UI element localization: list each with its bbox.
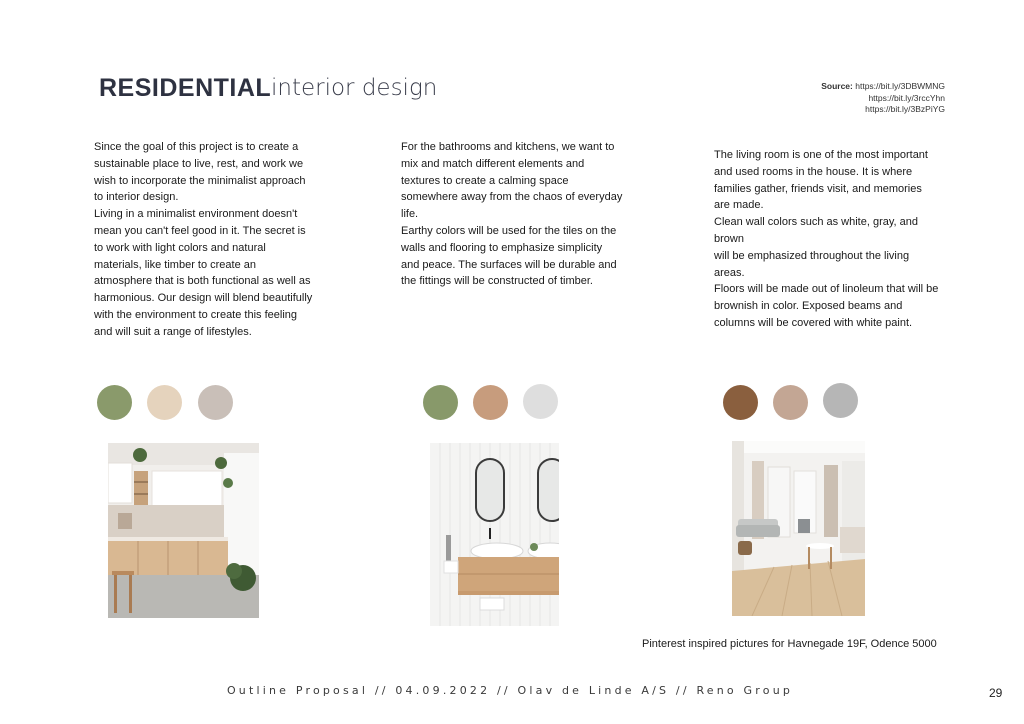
color-swatch-taupe (773, 385, 808, 420)
color-swatch-walnut (723, 385, 758, 420)
color-swatch-light-gray (523, 384, 558, 419)
footer-text: Outline Proposal // 04.09.2022 // Olav de Linde A/S // Reno Group (226, 684, 794, 697)
source-link-3[interactable]: https://bit.ly/3BzPiYG (865, 104, 945, 114)
color-swatch-gray (823, 383, 858, 418)
photo-caption: Pinterest inspired pictures for Havnegade 19F, Odence 5000 (642, 638, 937, 650)
color-swatch-olive (423, 385, 458, 420)
source-label: Source: (821, 81, 853, 91)
column-2-paragraph-2: Earthy colors will be used for the tiles on the walls and flooring to emphasize simplicity and peace. The surfaces will be durable and the fittings will be constructed of timber. (401, 224, 617, 288)
footer (0, 684, 1024, 697)
color-swatch-terracotta (473, 385, 508, 420)
text-column-2 (401, 139, 623, 290)
source-link-2[interactable]: https://bit.ly/3rccYhn (868, 92, 945, 103)
text-column-1 (94, 139, 316, 341)
color-swatch-sage (97, 385, 132, 420)
column-2-paragraph-1: For the bathrooms and kitchens, we want to mix and match different elements and textures to create a calming space somewhere away from the chaos of everyday life. (401, 141, 623, 221)
column-1-paragraph-1: Since the goal of this project is to create a sustainable place to live, rest, and work we wish to incorporate the minimalist approach to interior design. (94, 141, 306, 204)
color-swatch-sand (147, 385, 182, 420)
source-block (821, 81, 945, 116)
source-link-1[interactable]: https://bit.ly/3DBWMNG (855, 81, 945, 91)
column-3-paragraph-2: Clean wall colors such as white, gray, and brown (714, 216, 919, 245)
bathroom-photo (430, 443, 559, 626)
page-subtitle: interior design (271, 75, 438, 101)
kitchen-photo (108, 443, 259, 618)
color-swatch-greige (198, 385, 233, 420)
column-1-paragraph-2: Living in a minimalist environment doesn't mean you can't feel good in it. The secret is to work with light colors and natural materials, like timber to create an atmosphere that is both functional as well as harmonious. Our design will blend beautifully with the environment to create this feeling and will suit a range of lifestyles. (94, 208, 313, 338)
column-3-paragraph-1: The living room is one of the most important and used rooms in the house. It is where families gather, friends visit, and memories are made. (714, 149, 928, 212)
page-title: RESIDENTIAL (99, 74, 272, 102)
page-number: 29 (989, 686, 1003, 700)
column-3-paragraph-3: will be emphasized throughout the living areas. (714, 249, 910, 279)
column-3-paragraph-4: Floors will be made out of linoleum that will be brownish in color. Exposed beams and columns will be covered with white paint. (714, 283, 939, 329)
text-column-3 (714, 147, 939, 332)
living-room-photo (732, 441, 865, 616)
